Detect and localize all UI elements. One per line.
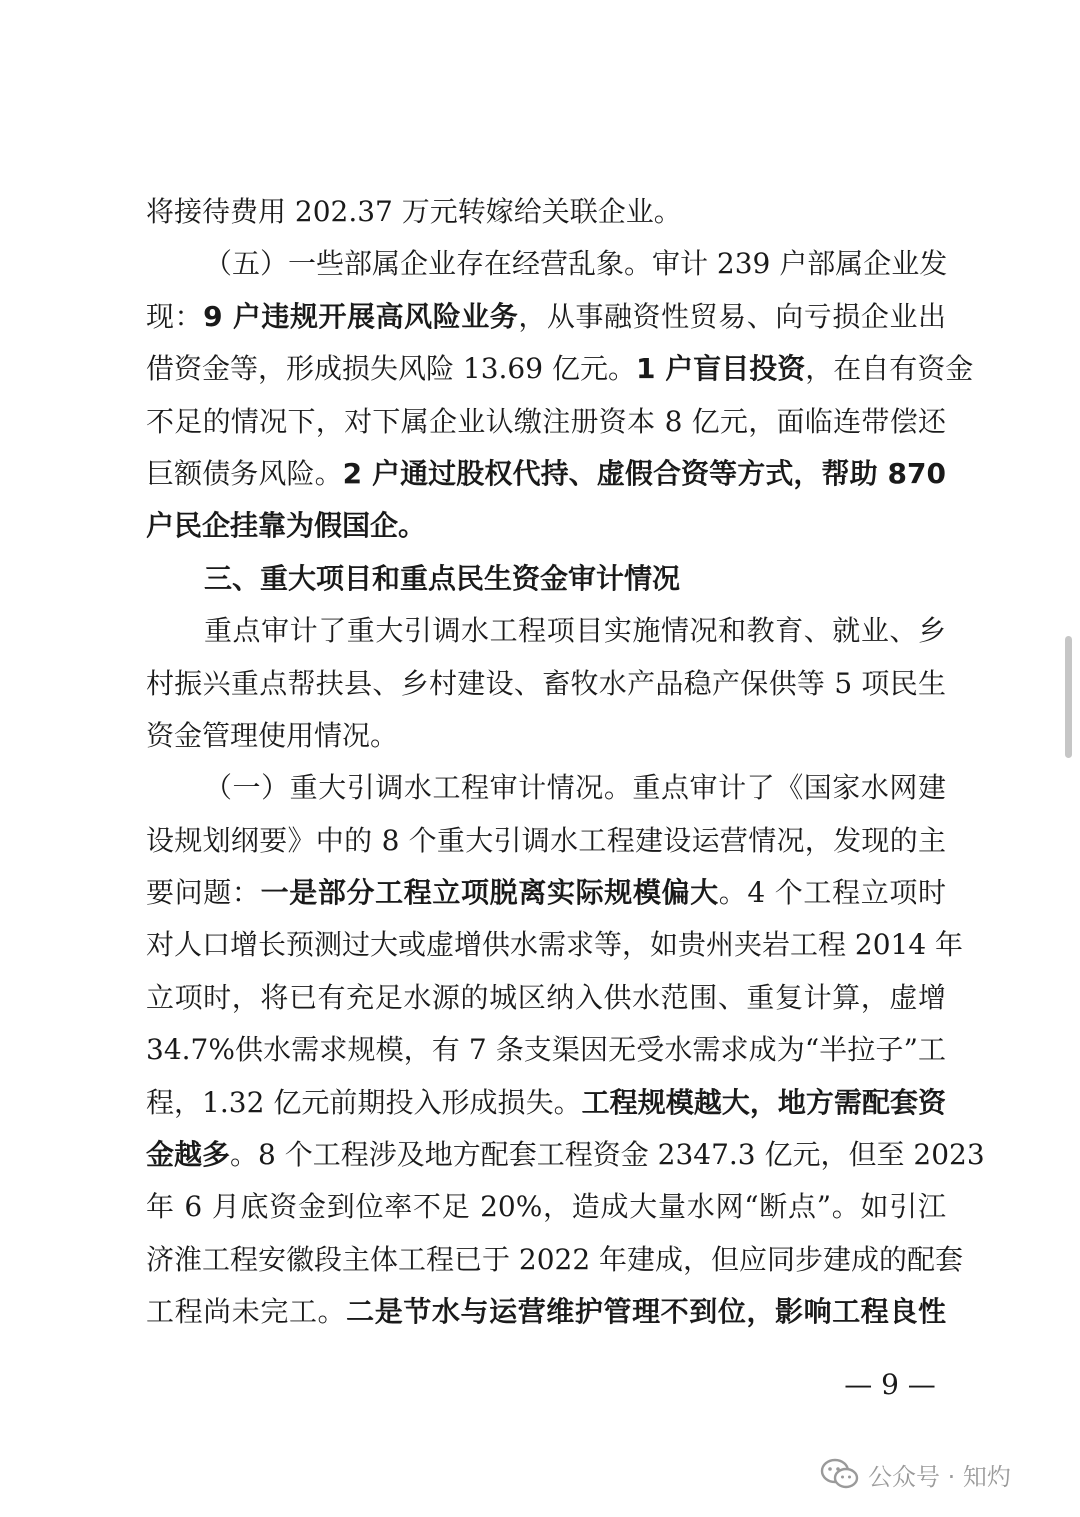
text-line bbox=[146, 1129, 985, 1181]
text-segment: 工程尚未完工。 bbox=[146, 1295, 347, 1329]
text-segment: 资金管理使用情况。 bbox=[146, 718, 399, 752]
text-line bbox=[146, 658, 946, 710]
text-segment: 现： bbox=[146, 299, 204, 333]
text-line bbox=[146, 867, 946, 919]
text-line bbox=[146, 1234, 964, 1286]
text-line bbox=[146, 238, 946, 290]
text-line bbox=[146, 972, 946, 1024]
text-line bbox=[146, 710, 946, 762]
wechat-icon bbox=[820, 1458, 860, 1490]
text-line bbox=[146, 448, 946, 500]
text-line bbox=[146, 762, 946, 814]
section-heading bbox=[146, 553, 946, 605]
text-line bbox=[146, 815, 946, 867]
text-segment: 三、重大项目和重点民生资金审计情况 bbox=[204, 561, 681, 595]
text-segment: 年 6 月底资金到位率不足 20%，造成大量水网“断点”。如引江 bbox=[146, 1190, 946, 1224]
bold-text: 金越多 bbox=[146, 1138, 231, 1172]
text-line bbox=[146, 343, 974, 395]
bold-text: 户民企挂靠为假国企。 bbox=[146, 509, 427, 543]
text-line bbox=[146, 500, 946, 552]
bold-text: 9 户违规开展高风险业务 bbox=[203, 299, 519, 333]
text-segment: ，从事融资性贸易、向亏损企业出 bbox=[518, 299, 946, 333]
text-line bbox=[146, 186, 946, 238]
watermark bbox=[820, 1454, 1011, 1494]
text-segment: 设规划纲要》中的 8 个重大引调水工程建设运营情况，发现的主 bbox=[146, 823, 946, 857]
bold-text: 2 户通过股权代持、虚假合资等方式，帮助 870 bbox=[342, 456, 946, 490]
text-segment: 程，1.32 亿元前期投入形成损失。 bbox=[146, 1085, 582, 1119]
text-line bbox=[146, 396, 946, 448]
text-segment: 村振兴重点帮扶县、乡村建设、畜牧水产品稳产保供等 5 项民生 bbox=[146, 666, 946, 700]
text-line bbox=[146, 1181, 946, 1233]
document-body bbox=[146, 186, 985, 1339]
text-line bbox=[146, 919, 964, 971]
text-line bbox=[146, 605, 946, 657]
text-segment: （一）重大引调水工程审计情况。重点审计了《国家水网建 bbox=[204, 771, 946, 805]
text-segment: 。4 个工程立项时 bbox=[718, 876, 946, 910]
text-segment: ，在自有资金 bbox=[805, 352, 974, 386]
bold-text: 1 户盲目投资 bbox=[635, 352, 806, 386]
watermark-text: 公众号 · 知灼 bbox=[868, 1462, 1011, 1491]
scrollbar-thumb[interactable] bbox=[1065, 636, 1072, 758]
text-segment: 济淮工程安徽段主体工程已于 2022 年建成，但应同步建成的配套 bbox=[146, 1242, 964, 1276]
text-segment: 重点审计了重大引调水工程项目实施情况和教育、就业、乡 bbox=[204, 614, 946, 648]
text-segment: 对人口增长预测过大或虚增供水需求等，如贵州夹岩工程 2014 年 bbox=[146, 928, 964, 962]
page-number: — 9 — bbox=[844, 1368, 936, 1401]
bold-text: 二是节水与运营维护管理不到位，影响工程良性 bbox=[346, 1295, 946, 1329]
text-line bbox=[146, 291, 946, 343]
text-segment: 34.7%供水需求规模，有 7 条支渠因无受水需求成为“半拉子”工 bbox=[146, 1033, 946, 1067]
bold-text: 工程规模越大，地方需配套资 bbox=[581, 1085, 946, 1119]
text-segment: 要问题： bbox=[146, 876, 261, 910]
text-segment: 立项时，将已有充足水源的城区纳入供水范围、重复计算，虚增 bbox=[146, 980, 946, 1014]
text-segment: 将接待费用 202.37 万元转嫁给关联企业。 bbox=[146, 195, 682, 228]
text-segment: 借资金等，形成损失风险 13.69 亿元。 bbox=[146, 352, 636, 386]
text-line bbox=[146, 1024, 946, 1076]
text-line bbox=[146, 1286, 946, 1338]
bold-text: 一是部分工程立项脱离实际规模偏大 bbox=[260, 876, 719, 910]
text-line bbox=[146, 1077, 946, 1129]
text-segment: 巨额债务风险。 bbox=[146, 456, 343, 490]
text-segment: （五）一些部属企业存在经营乱象。审计 239 户部属企业发 bbox=[204, 247, 948, 281]
text-segment: 不足的情况下，对下属企业认缴注册资本 8 亿元，面临连带偿还 bbox=[146, 404, 946, 438]
text-segment: 。8 个工程涉及地方配套工程资金 2347.3 亿元，但至 2023 bbox=[230, 1138, 985, 1172]
